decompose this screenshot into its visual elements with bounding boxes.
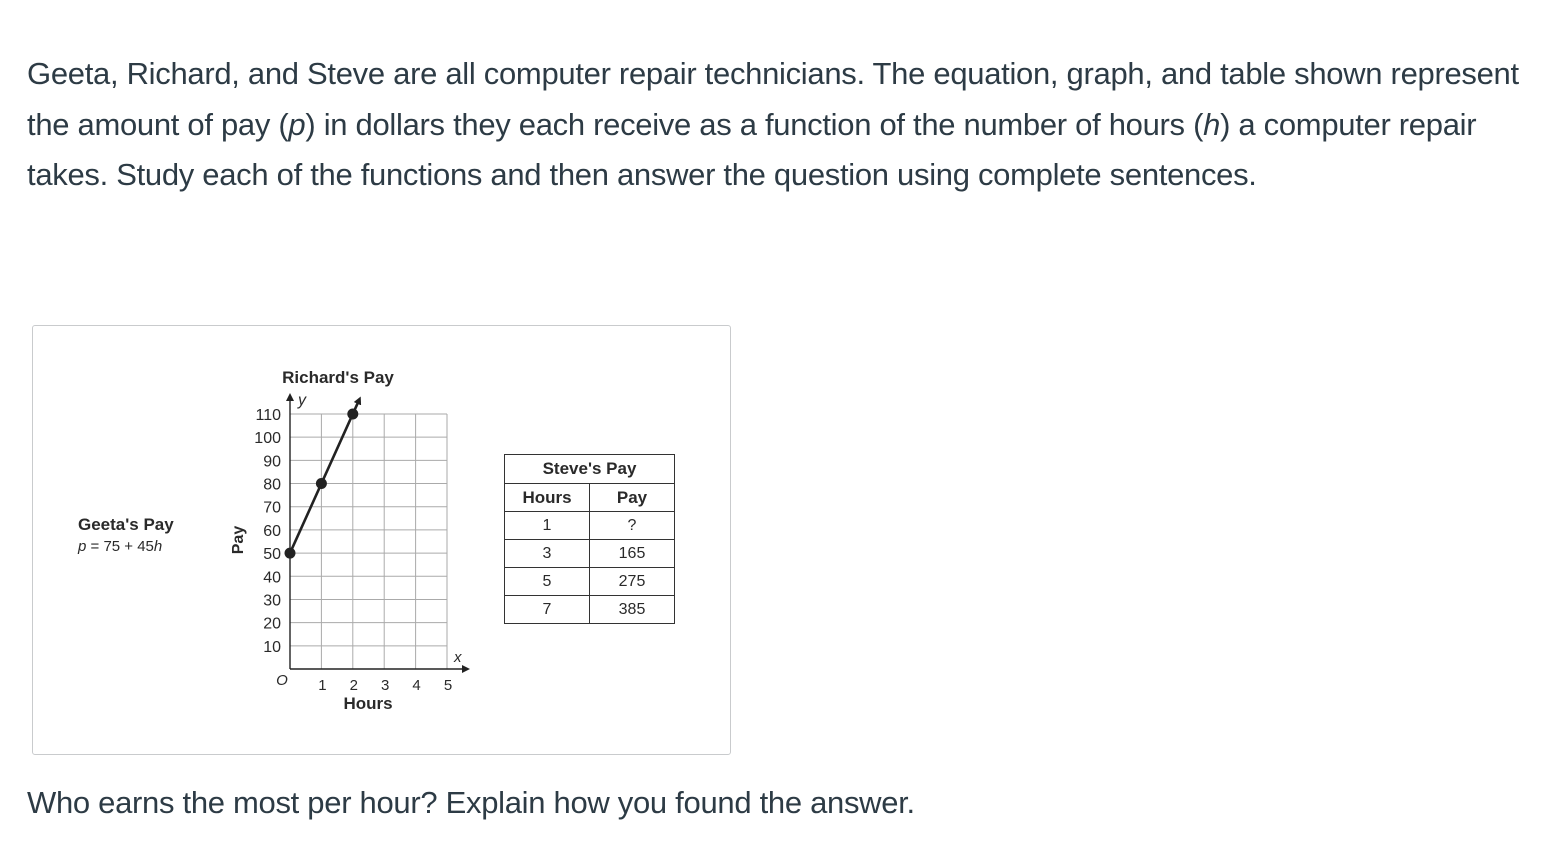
x-tick-label: 1: [318, 677, 327, 694]
y-tick-label: 100: [254, 430, 281, 448]
steve-pay-table: [504, 454, 675, 624]
table-cell-hours: 3: [505, 540, 590, 568]
y-axis-letter: y: [298, 392, 306, 409]
table-cell-pay: 385: [590, 596, 675, 624]
x-tick-label: 3: [381, 677, 390, 694]
variable-p: p: [288, 106, 306, 142]
y-tick-label: 80: [263, 476, 281, 494]
geeta-eq-lhs: p: [78, 538, 87, 555]
y-tick-label: 60: [263, 522, 281, 540]
table-cell-pay: 275: [590, 568, 675, 596]
statement-part-2: ) in dollars they each receive as a function of the number of hours (: [305, 106, 1204, 142]
geeta-eq-var: h: [153, 538, 163, 555]
table-row: [505, 512, 675, 540]
statement-part-3: ) a computer repair takes. Study each of the functions and then answer the question using complete sentences.: [27, 106, 1485, 192]
variable-h: h: [1203, 106, 1221, 142]
data-point: [285, 548, 296, 559]
x-axis-letter: x: [454, 649, 462, 666]
y-tick-label: 20: [263, 615, 281, 633]
y-tick-label: 40: [263, 569, 281, 587]
richard-pay-graph: [210, 360, 480, 720]
problem-statement: [27, 49, 1527, 201]
table-cell-hours: 1: [505, 512, 590, 540]
question-text: Who earns the most per hour? Explain how you found the answer.: [27, 785, 915, 820]
x-tick-label: 2: [349, 677, 358, 694]
origin-label: O: [276, 672, 288, 689]
richard-graph-title: Richard's Pay: [282, 368, 394, 387]
data-point: [347, 409, 358, 420]
table-cell-pay: ?: [590, 512, 675, 540]
x-tick-label: 5: [443, 677, 453, 694]
steve-table-title: Steve's Pay: [505, 455, 675, 484]
geeta-pay: [78, 514, 174, 558]
x-tick-label: 4: [412, 677, 421, 694]
steve-table-header-hours: Hours: [505, 484, 590, 512]
data-point: [316, 478, 327, 489]
x-axis-label: Hours: [343, 694, 393, 713]
y-tick-label: 50: [263, 546, 281, 564]
table-row: [505, 596, 675, 624]
x-tick-labels: [318, 677, 452, 694]
geeta-pay-title: Geeta's Pay: [78, 515, 174, 534]
table-cell-hours: 5: [505, 568, 590, 596]
table-cell-hours: 7: [505, 596, 590, 624]
y-tick-label: 30: [263, 592, 281, 610]
table-row: [505, 540, 675, 568]
y-tick-labels: [254, 407, 281, 656]
table-row: [505, 568, 675, 596]
geeta-eq-mid: = 75 + 45: [86, 538, 154, 555]
y-axis-label: Pay: [230, 525, 247, 555]
y-tick-label: 10: [263, 638, 281, 656]
statement-part-1: Geeta, Richard, and Steve are all computer repair technicians. The equation, graph, and table shown represent the amount of pay (: [27, 56, 1528, 142]
y-tick-label: 90: [263, 453, 281, 471]
graph-axes: [290, 397, 466, 669]
graph-grid: [290, 414, 447, 669]
table-cell-pay: 165: [590, 540, 675, 568]
y-tick-label: 70: [263, 499, 281, 517]
geeta-pay-equation: [78, 536, 174, 558]
steve-table-header-pay: Pay: [590, 484, 675, 512]
y-tick-label: 110: [255, 407, 281, 424]
